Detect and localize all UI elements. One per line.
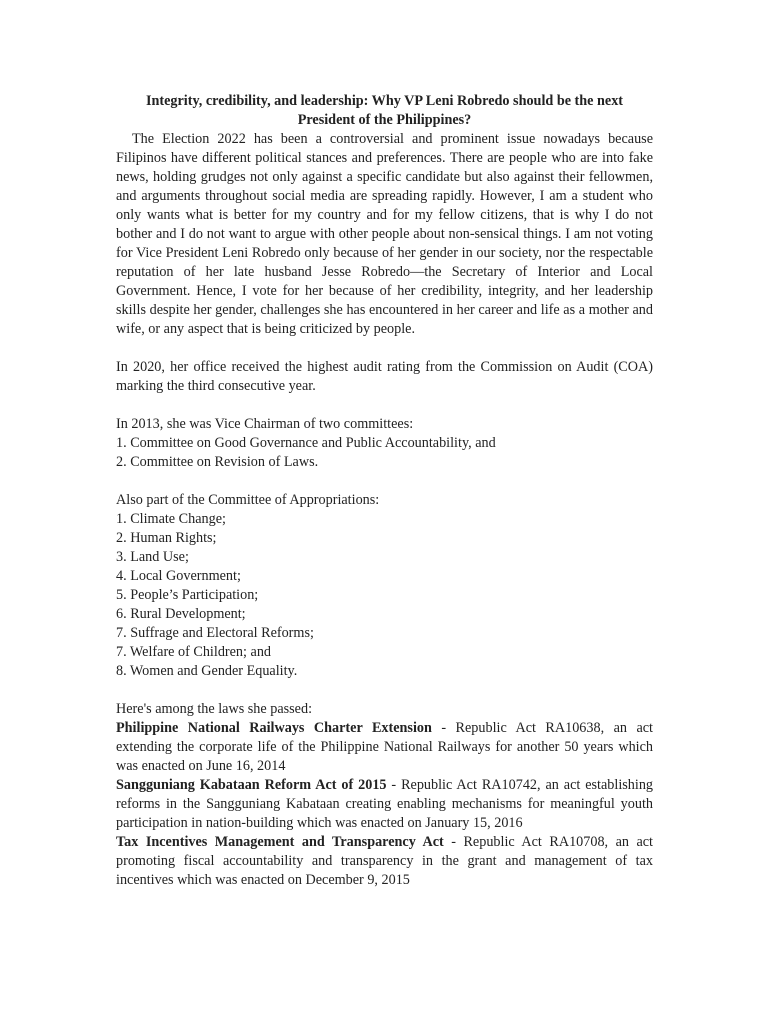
list-item: 3. Land Use;	[116, 549, 189, 565]
list-item: 8. Women and Gender Equality.	[116, 663, 298, 679]
list-item: 7. Suffrage and Electoral Reforms;	[116, 625, 314, 641]
vice-chair-list	[116, 434, 653, 472]
law-description: - Republic Act RA10708, an act promoting fiscal accountability and transparency in the grant and management of tax incentives which was enacted on December 9, 2015	[116, 834, 653, 888]
list-item: 1. Climate Change;	[116, 511, 226, 527]
document-page	[116, 92, 653, 890]
law-description: - Republic Act RA10638, an act extending the corporate life of the Philippine National Railways for another 50 years which was enacted on June 16, 2014	[116, 720, 653, 774]
spacer	[116, 472, 653, 491]
appropriations-heading: Also part of the Committee of Appropriations:	[116, 492, 380, 508]
law-name: Sangguniang Kabataan Reform Act of 2015	[116, 777, 387, 793]
list-item: 4. Local Government;	[116, 568, 241, 584]
list-item: 1. Committee on Good Governance and Public Accountability, and	[116, 435, 496, 451]
audit-paragraph: In 2020, her office received the highest audit rating from the Commission on Audit (COA) marking the third consecutive year.	[116, 359, 653, 394]
list-item: 7. Welfare of Children; and	[116, 644, 272, 660]
spacer	[116, 339, 653, 358]
law-entry	[116, 719, 653, 776]
laws-heading: Here's among the laws she passed:	[116, 701, 313, 717]
law-entry	[116, 833, 653, 890]
list-item: 5. People’s Participation;	[116, 587, 259, 603]
list-item: 2. Human Rights;	[116, 530, 217, 546]
law-name: Philippine National Railways Charter Extension	[116, 720, 432, 736]
list-item: 2. Committee on Revision of Laws.	[116, 454, 319, 470]
vice-chair-heading: In 2013, she was Vice Chairman of two committees:	[116, 416, 414, 432]
law-entry	[116, 776, 653, 833]
spacer	[116, 681, 653, 700]
intro-paragraph: The Election 2022 has been a controversial and prominent issue nowadays because Filipinos have different political stances and preferences. There are people who are into fake news, holding grudges not only against a specific candidate but also against their fellowmen, and arguments throughout social media are spreading rapidly. However, I am a student who only wants what is better for my country and for my fellow citizens, that is why I do not bother and I do not want to argue with other people about non-sensical things. I am not voting for Vice President Leni Robredo only because of her gender in our society, nor the respectable reputation of her late husband Jesse Robredo—the Secretary of Interior and Local Government. Hence, I vote for her because of her credibility, integrity, and her leadership skills despite her gender, challenges she has encountered in her career and life as a mother and wife, or any aspect that is being criticized by people.	[116, 131, 653, 337]
spacer	[116, 396, 653, 415]
list-item: 6. Rural Development;	[116, 606, 246, 622]
laws-list	[116, 719, 653, 890]
appropriations-list	[116, 510, 653, 681]
law-name: Tax Incentives Management and Transparency Act	[116, 834, 444, 850]
law-description: - Republic Act RA10742, an act establishing reforms in the Sangguniang Kabataan creating enabling mechanisms for meaningful youth participation in nation-building which was enacted on January 15, 2016	[116, 777, 654, 831]
document-title: Integrity, credibility, and leadership: Why VP Leni Robredo should be the next President of the Philippines?	[145, 93, 624, 128]
